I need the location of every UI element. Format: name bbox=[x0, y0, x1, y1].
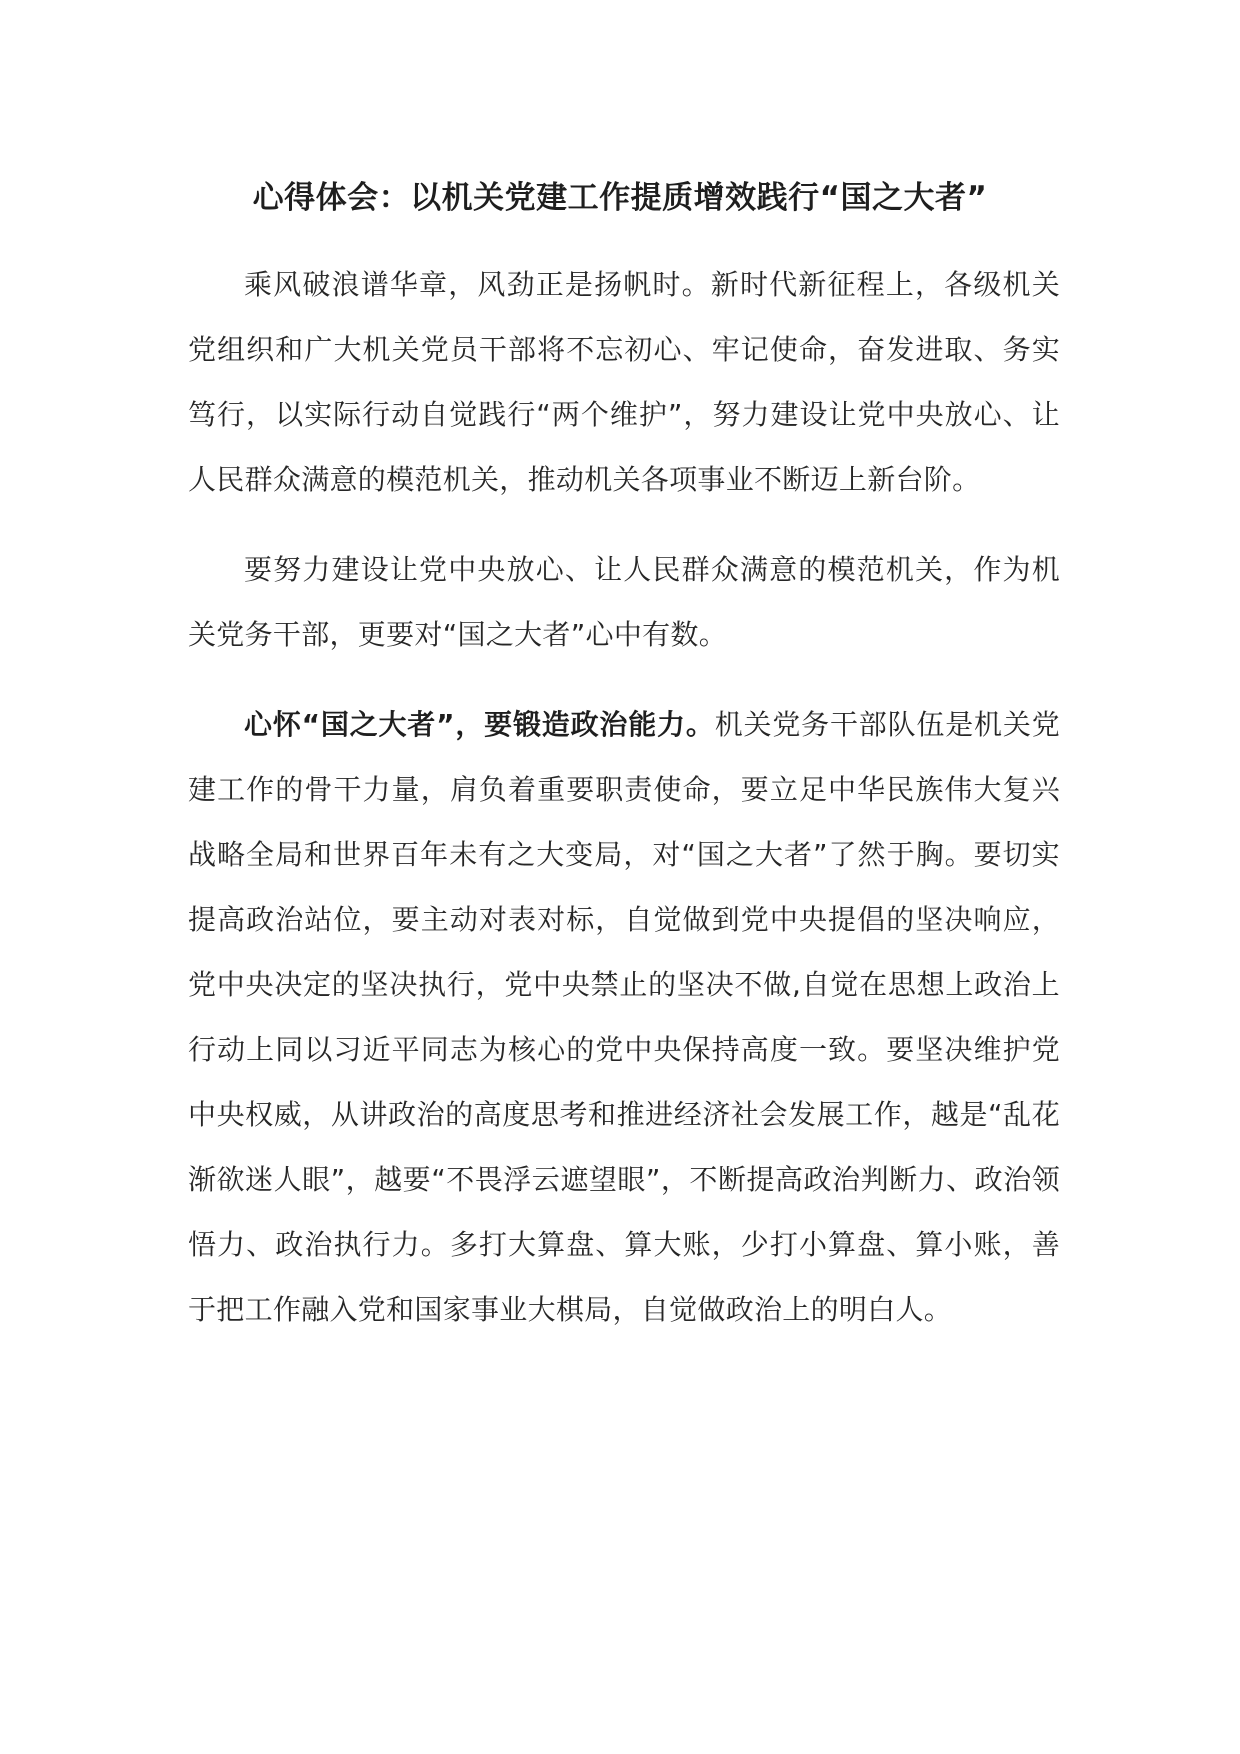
paragraph-political-ability bbox=[188, 692, 1060, 1342]
paragraph-text: 要努力建设让党中央放心、让人民群众满意的模范机关，作为机关党务干部，更要对“国之大者”心中有数。 bbox=[188, 553, 1060, 651]
paragraph-text: 乘风破浪谱华章，风劲正是扬帆时。新时代新征程上，各级机关党组织和广大机关党员干部将不忘初心、牢记使命，奋发进取、务实笃行，以实际行动自觉践行“两个维护”，努力建设让党中央放心、让人民群众满意的模范机关，推动机关各项事业不断迈上新台阶。 bbox=[188, 268, 1060, 496]
document-body bbox=[188, 252, 1060, 1367]
paragraph-requirement bbox=[188, 537, 1060, 667]
paragraph-lead-heading: 心怀“国之大者”，要锻造政治能力。 bbox=[244, 708, 715, 741]
paragraph-text: 机关党务干部队伍是机关党建工作的骨干力量，肩负着重要职责使命，要立足中华民族伟大复兴战略全局和世界百年未有之大变局，对“国之大者”了然于胸。要切实提高政治站位，要主动对表对标，自觉做到党中央提倡的坚决响应，党中央决定的坚决执行，党中央禁止的坚决不做,自觉在思想上政治上行动上同以习近平同志为核心的党中央保持高度一致。要坚决维护党中央权威，从讲政治的高度思考和推进经济社会发展工作，越是“乱花渐欲迷人眼”，越要“不畏浮云遮望眼”，不断提高政治判断力、政治领悟力、政治执行力。多打大算盘、算大账，少打小算盘、算小账，善于把工作融入党和国家事业大棋局，自觉做政治上的明白人。 bbox=[188, 708, 1060, 1326]
document-title: 心得体会：以机关党建工作提质增效践行“国之大者” bbox=[252, 180, 988, 216]
paragraph-intro bbox=[188, 252, 1060, 512]
